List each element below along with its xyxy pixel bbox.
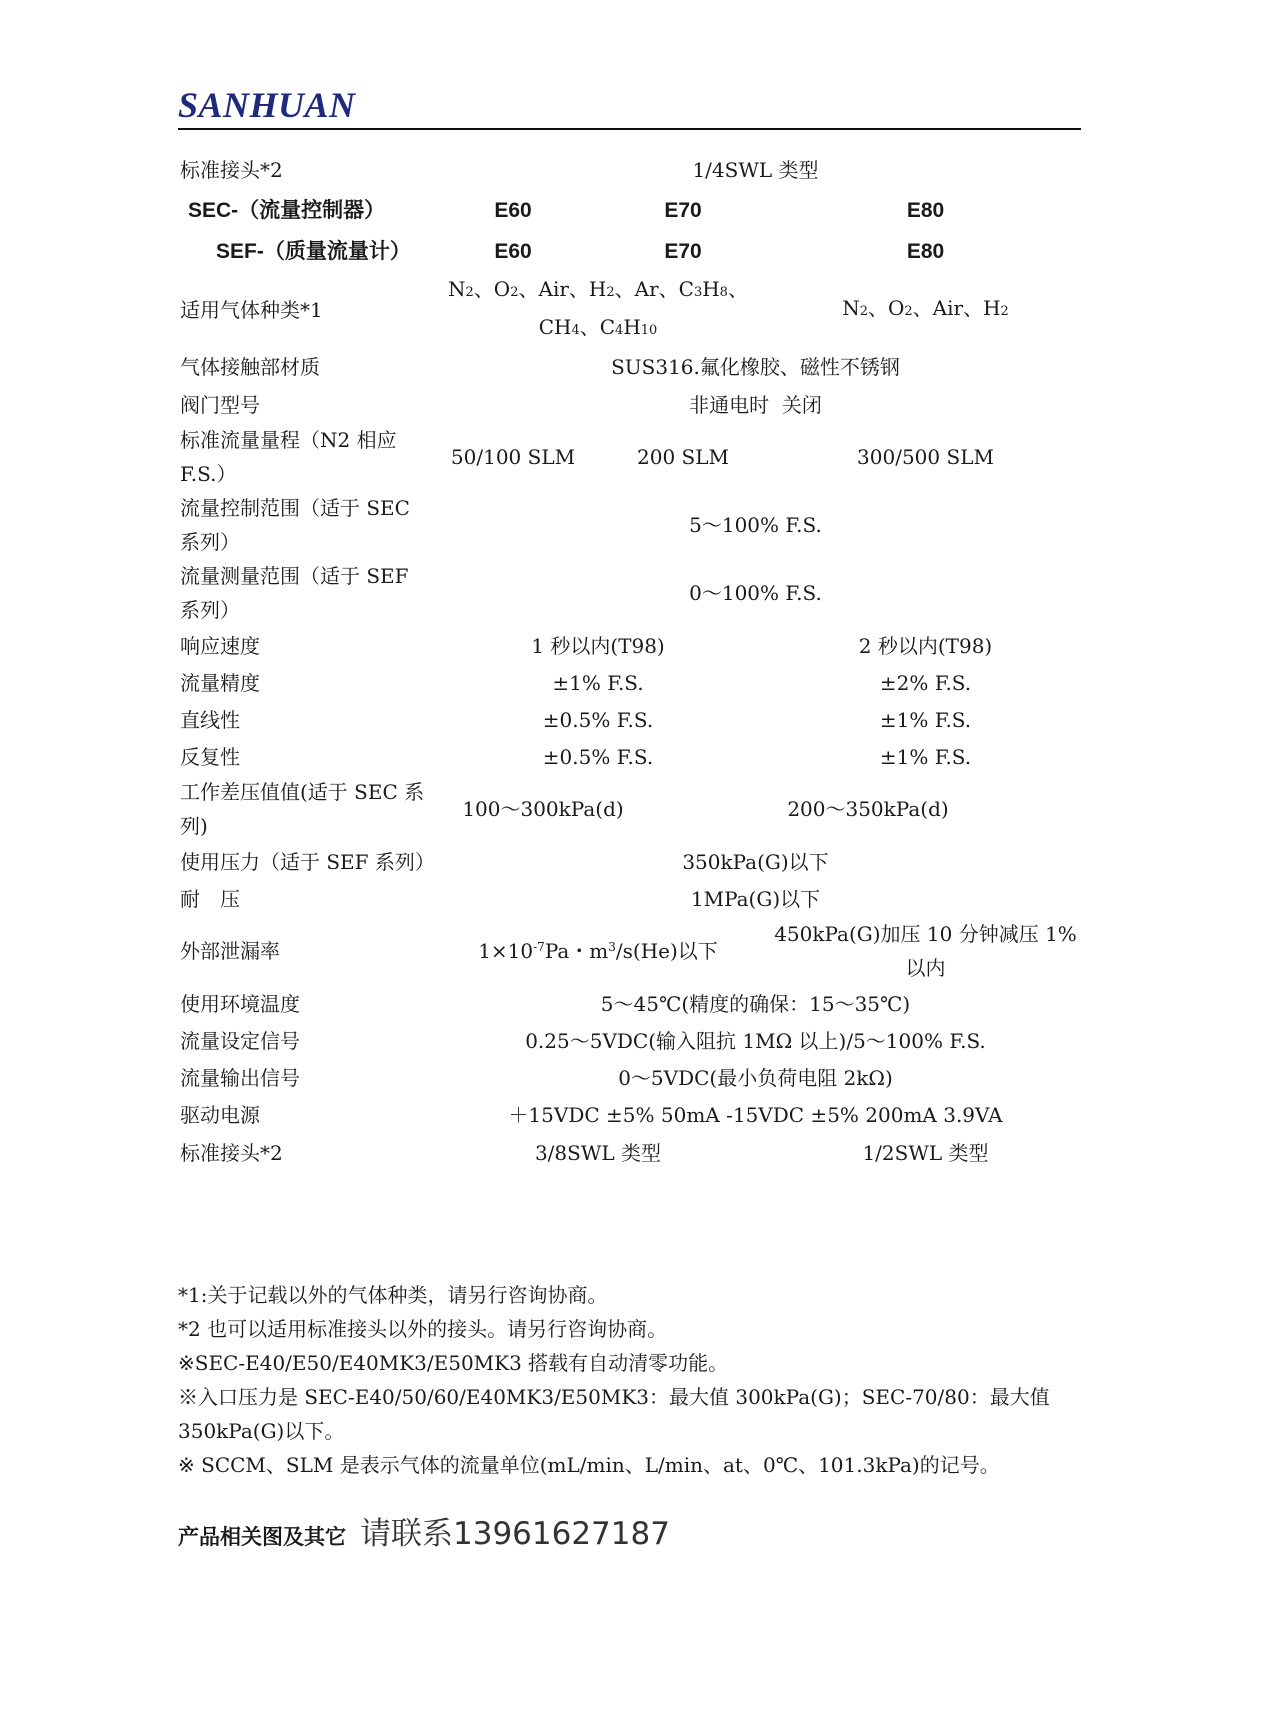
table-row <box>178 880 1083 917</box>
row-label: 标准流量量程（N2 相应F.S.） <box>180 428 397 486</box>
model-cell: E60 <box>494 240 532 263</box>
row-label: SEC-（流量控制器） <box>188 199 386 222</box>
table-row <box>178 985 1083 1022</box>
row-label: 适用气体种类*1 <box>180 298 323 322</box>
row-value: 1 秒以内(T98) <box>531 633 665 658</box>
footer <box>178 1508 670 1553</box>
footnote: ※ SCCM、SLM 是表示气体的流量单位(mL/min、L/min、at、0℃、101.3kPa)的记号。 <box>178 1453 1000 1477</box>
table-row <box>178 701 1083 738</box>
table-row <box>178 1059 1083 1096</box>
table-row <box>178 232 1083 272</box>
table-row <box>178 386 1083 423</box>
model-cell: E80 <box>906 240 945 263</box>
table-row <box>178 627 1083 664</box>
table-row <box>178 272 1083 348</box>
row-value: 300/500 SLM <box>857 445 994 469</box>
gas-list-cell: N2、O2、Air、H2、Ar、C3H8、CH4、C4H10 <box>448 277 748 339</box>
row-label: 气体接触部材质 <box>180 355 320 379</box>
row-value: 非通电时 关闭 <box>689 392 822 417</box>
footnote: ※入口压力是 SEC-E40/50/60/E40MK3/E50MK3：最大值 300kPa(G)；SEC-70/80：最大值 350kPa(G)以下。 <box>178 1385 1050 1443</box>
row-value: 3/8SWL 类型 <box>534 1141 662 1165</box>
contact-text: 请联系13961627187 <box>360 1516 670 1552</box>
model-cell: E70 <box>664 199 702 222</box>
table-row <box>178 1133 1083 1173</box>
table-row <box>178 423 1083 491</box>
row-label: 使用环境温度 <box>180 991 300 1016</box>
row-label: 流量输出信号 <box>180 1065 300 1090</box>
row-value: 200～350kPa(d) <box>787 797 949 821</box>
row-label: 标准接头*2 <box>180 1141 283 1165</box>
table-row <box>178 1022 1083 1059</box>
row-label: 流量测量范围（适于 SEF 系列） <box>180 564 409 622</box>
table-row <box>178 843 1083 880</box>
row-label: 流量控制范围（适于 SEC 系列） <box>180 496 410 554</box>
table-row <box>178 917 1083 985</box>
section-title: 产品相关图及其它 <box>178 1526 346 1549</box>
spec-table <box>178 150 1083 1173</box>
row-value: 200 SLM <box>637 445 729 469</box>
row-label: 直线性 <box>180 707 240 732</box>
row-value: ±0.5% F.S. <box>542 707 654 732</box>
row-label: 耐 压 <box>180 886 240 911</box>
model-cell: E60 <box>494 199 532 222</box>
row-value: 450kPa(G)加压 10 分钟减压 1%以内 <box>774 922 1077 980</box>
row-value: 0～100% F.S. <box>689 581 822 605</box>
row-value: ±1% F.S. <box>552 670 644 695</box>
row-value: 0.25～5VDC(输入阻抗 1MΩ 以上)/5～100% F.S. <box>525 1028 986 1053</box>
table-row <box>178 1096 1083 1133</box>
row-value: ±2% F.S. <box>879 670 972 695</box>
row-value: 1/2SWL 类型 <box>862 1141 989 1165</box>
model-cell: E70 <box>664 240 702 263</box>
table-row <box>178 190 1083 232</box>
footnote: *1:关于记载以外的气体种类，请另行咨询协商。 <box>178 1283 608 1307</box>
row-value: 0～5VDC(最小负荷电阻 2kΩ) <box>618 1065 893 1090</box>
row-value: 1MPa(G)以下 <box>690 886 821 911</box>
row-value: SUS316.氟化橡胶、磁性不锈钢 <box>611 355 900 379</box>
company-logo: SANHUAN <box>178 85 356 125</box>
footnotes <box>178 1278 1083 1482</box>
row-label: SEF-（质量流量计） <box>216 240 411 263</box>
row-label: 使用压力（适于 SEF 系列） <box>180 849 435 874</box>
row-label: 响应速度 <box>180 633 260 658</box>
table-row <box>178 664 1083 701</box>
leak-rate-cell: $1\times 10^{-7}Pa$・$m^3/s(He)$以下 <box>478 939 718 963</box>
row-value: 5～45℃(精度的确保：15～35℃) <box>600 991 911 1016</box>
row-value: ±0.5% F.S. <box>542 744 654 769</box>
footnote: *2 也可以适用标准接头以外的接头。请另行咨询协商。 <box>178 1317 668 1341</box>
footnote: ※SEC-E40/E50/E40MK3/E50MK3 搭载有自动清零功能。 <box>178 1351 729 1375</box>
row-label: 工作差压值值(适于 SEC 系列) <box>180 780 425 838</box>
table-row <box>178 491 1083 559</box>
row-label: 流量精度 <box>180 670 260 695</box>
model-cell: E80 <box>906 199 945 222</box>
table-row <box>178 738 1083 775</box>
table-row <box>178 775 1083 843</box>
row-value: 350kPa(G)以下 <box>682 849 829 874</box>
table-row <box>178 348 1083 386</box>
row-label: 驱动电源 <box>180 1102 260 1127</box>
row-label: 阀门型号 <box>180 392 260 417</box>
row-value: 5～100% F.S. <box>689 513 822 537</box>
row-value: 100～300kPa(d) <box>462 797 624 821</box>
row-value: ±1% F.S. <box>879 744 972 769</box>
row-value: 50/100 SLM <box>450 445 576 469</box>
table-row <box>178 559 1083 627</box>
gas-list-cell: N2、O2、Air、H2 <box>842 296 1009 320</box>
row-label: 反复性 <box>180 744 240 769</box>
row-label: 外部泄漏率 <box>180 939 280 963</box>
row-label: 标准接头*2 <box>180 158 283 182</box>
row-label: 流量设定信号 <box>180 1028 300 1053</box>
row-value: ＋15VDC ±5% 50mA -15VDC ±5% 200mA 3.9VA <box>508 1102 1003 1127</box>
table-row <box>178 150 1083 190</box>
header-rule <box>178 128 1081 130</box>
row-value: 2 秒以内(T98) <box>858 633 993 658</box>
row-value: 1/4SWL 类型 <box>692 158 819 182</box>
row-value: ±1% F.S. <box>879 707 972 732</box>
